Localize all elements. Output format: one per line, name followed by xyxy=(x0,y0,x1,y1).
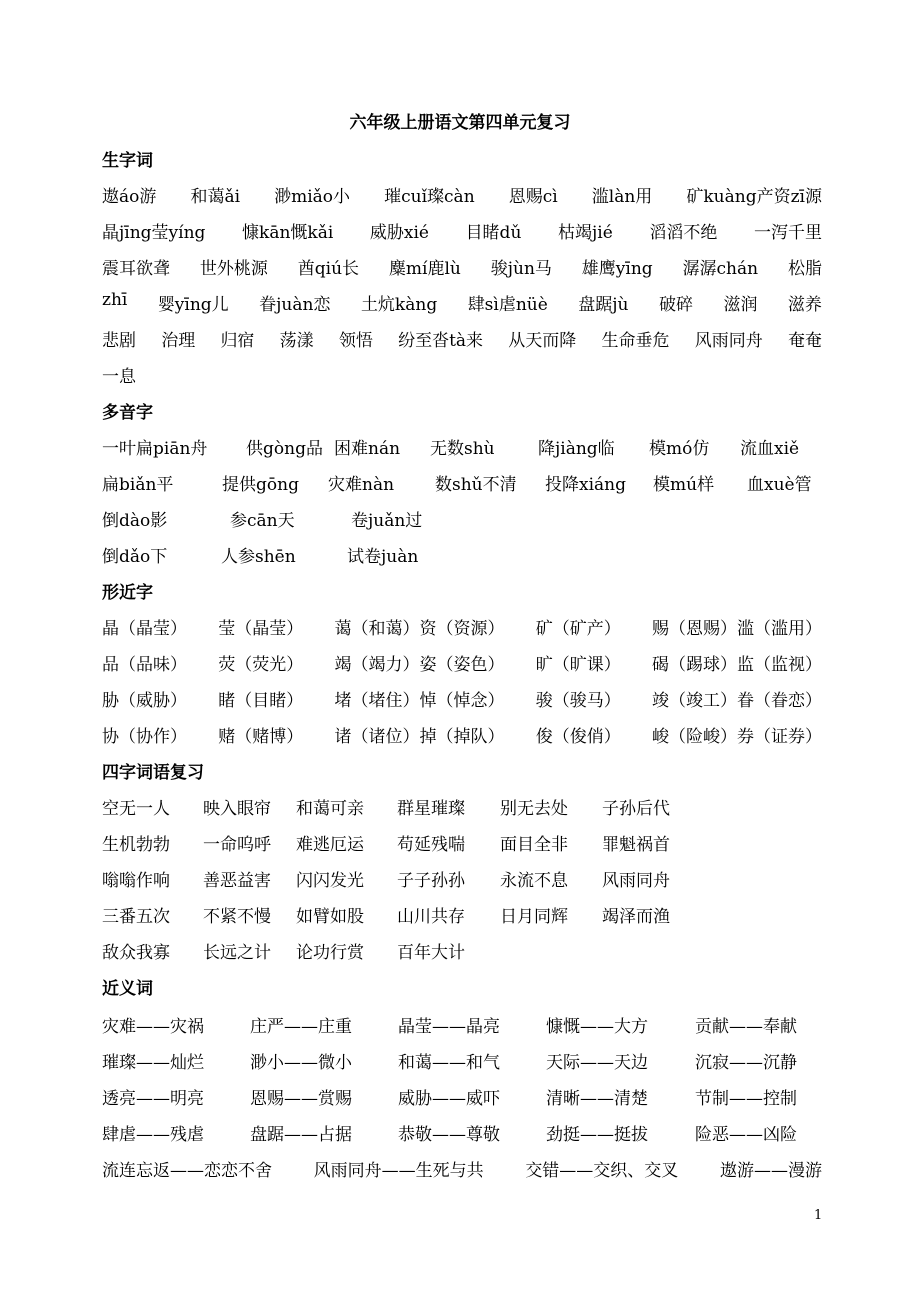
polyphone-word: 降jiàng临 xyxy=(538,439,615,459)
idiom: 长远之计 xyxy=(203,943,271,963)
polyphone-word: 数shǔ不清 xyxy=(435,475,517,495)
vocab-word: 破碎 xyxy=(658,295,693,315)
synonym-pair: 节制——控制 xyxy=(695,1089,797,1109)
vocab-word: 土炕kàng xyxy=(360,295,438,315)
synonym-pair: 灾难——灾祸 xyxy=(102,1017,204,1037)
idiom: 子孙后代 xyxy=(602,799,670,819)
section-heading-jinyici: 近义词 xyxy=(102,979,153,999)
synonym-pair: 清晰——清楚 xyxy=(546,1089,648,1109)
polyphone-word: 无数shù xyxy=(430,439,495,459)
idiom: 如臂如股 xyxy=(296,907,364,927)
synonym-pair: 晶莹——晶亮 xyxy=(398,1017,500,1037)
synonym-pair: 风雨同舟——生死与共 xyxy=(313,1161,484,1181)
polyphone-word: 投降xiáng xyxy=(545,475,626,495)
similar-char-line xyxy=(102,686,822,711)
vocab-word: 滔滔不绝 xyxy=(649,223,718,243)
polyphone-word: 模mó仿 xyxy=(649,439,710,459)
similar-char-line xyxy=(102,722,822,747)
idiom: 百年大计 xyxy=(397,943,465,963)
vocab-word: 恩赐cì xyxy=(508,187,558,207)
idiom: 敌众我寡 xyxy=(102,943,170,963)
vocab-word: 奄奄 xyxy=(787,331,822,351)
vocab-word: 滋养 xyxy=(787,295,822,315)
vocab-line xyxy=(102,182,822,207)
synonym-pair: 渺小——微小 xyxy=(250,1053,352,1073)
idiom: 生机勃勃 xyxy=(102,835,170,855)
vocab-word: 和蔼ǎi xyxy=(190,187,241,207)
similar-char-item: 旷（旷课） xyxy=(535,655,621,675)
vocab-word: zhī xyxy=(102,290,128,310)
synonym-pair: 险恶——凶险 xyxy=(695,1125,797,1145)
vocab-word: 肆sì虐nüè xyxy=(467,295,548,315)
idiom: 一命呜呼 xyxy=(203,835,271,855)
idiom: 面目全非 xyxy=(500,835,568,855)
polyphone-word: 血xuè管 xyxy=(747,475,812,495)
similar-char-item: 竣（竣工）眷（眷恋） xyxy=(652,691,822,711)
synonym-pair: 沉寂——沉静 xyxy=(695,1053,797,1073)
polyphone-word: 扁biǎn平 xyxy=(102,475,174,495)
idiom: 难逃厄运 xyxy=(296,835,364,855)
polyphone-word: 卷juǎn过 xyxy=(351,511,423,531)
synonym-pair: 庄严——庄重 xyxy=(250,1017,352,1037)
similar-char-item: 莹（晶莹） xyxy=(218,619,304,639)
idiom: 群星璀璨 xyxy=(397,799,465,819)
vocab-word: 滥làn用 xyxy=(591,187,653,207)
similar-char-item: 竭（竭力）姿（姿色） xyxy=(334,655,505,675)
vocab-word: 雄鹰yīng xyxy=(581,259,653,279)
similar-char-item: 睹（目睹） xyxy=(218,691,304,711)
vocab-line xyxy=(102,290,822,315)
vocab-word: 荡漾 xyxy=(279,331,314,351)
synonym-pair: 遨游——漫游 xyxy=(719,1161,822,1181)
vocab-word: 一息 xyxy=(102,367,136,387)
vocab-word: 松脂 xyxy=(787,259,822,279)
idiom: 永流不息 xyxy=(500,871,568,891)
vocab-word: 盘踞jù xyxy=(578,295,629,315)
vocab-word: 璀cuǐ璨càn xyxy=(384,187,475,207)
vocab-word: 生命垂危 xyxy=(601,331,670,351)
similar-char-item: 矿（矿产） xyxy=(535,619,621,639)
vocab-word: 麋mí鹿lù xyxy=(388,259,461,279)
polyphone-word: 一叶扁piān舟 xyxy=(102,439,208,459)
vocab-word: 眷juàn恋 xyxy=(259,295,331,315)
vocab-word: 震耳欲聋 xyxy=(102,259,170,279)
similar-char-item: 荧（荧光） xyxy=(218,655,304,675)
vocab-word: 潺潺chán xyxy=(682,259,759,279)
similar-char-item: 诸（诸位）掉（掉队） xyxy=(334,727,505,747)
idiom: 和蔼可亲 xyxy=(296,799,364,819)
synonym-pair: 劲挺——挺拔 xyxy=(546,1125,648,1145)
vocab-word: 纷至沓tà来 xyxy=(398,331,484,351)
idiom: 嗡嗡作响 xyxy=(102,871,170,891)
polyphone-word: 困难nán xyxy=(334,439,401,459)
similar-char-item: 品（品味） xyxy=(102,655,187,675)
similar-char-item: 蔼（和蔼）资（资源） xyxy=(334,619,505,639)
vocab-word: 一泻千里 xyxy=(753,223,822,243)
synonym-pair: 恩赐——赏赐 xyxy=(250,1089,352,1109)
similar-char-item: 峻（险峻）券（证券） xyxy=(652,727,822,747)
synonym-pair: 威胁——威吓 xyxy=(398,1089,500,1109)
vocab-line xyxy=(102,218,822,243)
synonym-pair: 天际——天边 xyxy=(546,1053,648,1073)
similar-char-item: 碣（踢球）监（监视） xyxy=(652,655,822,675)
polyphone-word: 倒dào影 xyxy=(102,511,168,531)
idiom: 三番五次 xyxy=(102,907,170,927)
idiom: 善恶益害 xyxy=(203,871,271,891)
synonym-pair: 和蔼——和气 xyxy=(398,1053,500,1073)
idiom: 不紧不慢 xyxy=(203,907,271,927)
polyphone-word: 模mú样 xyxy=(653,475,715,495)
page-number: 1 xyxy=(814,1208,823,1223)
vocab-word: 枯竭jié xyxy=(558,223,613,243)
similar-char-item: 赌（赌博） xyxy=(218,727,304,747)
similar-char-item: 俊（俊俏） xyxy=(535,727,621,747)
idiom: 空无一人 xyxy=(102,799,170,819)
polyphone-word: 灾难nàn xyxy=(328,475,395,495)
synonym-pair: 盘踞——占据 xyxy=(250,1125,352,1145)
polyphone-word: 人参shēn xyxy=(221,547,296,567)
synonym-pair: 璀璨——灿烂 xyxy=(102,1053,204,1073)
vocab-word: 慷kān慨kǎi xyxy=(242,223,334,243)
vocab-word: 矿kuàng产资zī源 xyxy=(686,187,822,207)
vocab-word: 目睹dǔ xyxy=(465,223,522,243)
idiom: 苟延残喘 xyxy=(397,835,465,855)
idiom: 日月同辉 xyxy=(500,907,568,927)
vocab-word: 婴yīng儿 xyxy=(157,295,229,315)
vocab-word: 风雨同舟 xyxy=(694,331,763,351)
vocab-word: 从天而降 xyxy=(508,331,577,351)
vocab-word: 遨áo游 xyxy=(102,187,157,207)
section-heading-shengzici: 生字词 xyxy=(102,151,153,171)
idiom: 竭泽而渔 xyxy=(602,907,670,927)
polyphone-word: 供gòng品 xyxy=(246,439,323,459)
similar-char-item: 骏（骏马） xyxy=(535,691,621,711)
vocab-word: 骏jùn马 xyxy=(490,259,552,279)
idiom: 闪闪发光 xyxy=(296,871,364,891)
vocab-word: 领悟 xyxy=(338,331,373,351)
section-heading-xingjinzi: 形近字 xyxy=(102,583,153,603)
vocab-line xyxy=(102,326,822,351)
section-heading-sizi: 四字词语复习 xyxy=(102,763,204,783)
synonym-pair: 贡献——奉献 xyxy=(695,1017,797,1037)
similar-char-item: 堵（堵住）悼（悼念） xyxy=(334,691,505,711)
vocab-word: 渺miǎo小 xyxy=(274,187,351,207)
polyphone-word: 参cān天 xyxy=(230,511,295,531)
polyphone-word: 提供gōng xyxy=(222,475,299,495)
vocab-word: 归宿 xyxy=(220,331,255,351)
idiom: 风雨同舟 xyxy=(602,871,670,891)
similar-char-item: 协（协作） xyxy=(102,727,187,747)
similar-char-item: 赐（恩赐）滥（滥用） xyxy=(652,619,822,639)
idiom: 子子孙孙 xyxy=(397,871,465,891)
vocab-word: 滋润 xyxy=(723,295,758,315)
polyphone-word: 流血xiě xyxy=(740,439,800,459)
similar-char-item: 胁（威胁） xyxy=(102,691,187,711)
vocab-line xyxy=(102,254,822,279)
vocab-word: 治理 xyxy=(161,331,196,351)
idiom: 山川共存 xyxy=(397,907,465,927)
synonym-line xyxy=(102,1156,822,1181)
vocab-word: 世外桃源 xyxy=(199,259,268,279)
synonym-pair: 慷慨——大方 xyxy=(546,1017,648,1037)
page-title: 六年级上册语文第四单元复习 xyxy=(349,113,571,133)
similar-char-item: 晶（晶莹） xyxy=(102,619,187,639)
similar-char-line xyxy=(102,614,822,639)
vocab-line xyxy=(102,362,822,387)
section-heading-duoyinzi: 多音字 xyxy=(102,403,153,423)
synonym-pair: 交错——交织、交叉 xyxy=(525,1161,679,1181)
polyphone-word: 试卷juàn xyxy=(347,547,419,567)
vocab-word: 悲剧 xyxy=(102,331,136,351)
idiom: 罪魁祸首 xyxy=(602,835,670,855)
vocab-word: 酋qiú长 xyxy=(297,259,360,279)
synonym-pair: 恭敬——尊敬 xyxy=(398,1125,500,1145)
synonym-pair: 流连忘返——恋恋不舍 xyxy=(102,1161,272,1181)
vocab-word: 威胁xié xyxy=(369,223,429,243)
vocab-word: 晶jīng莹yíng xyxy=(102,223,206,243)
synonym-pair: 肆虐——残虐 xyxy=(102,1125,204,1145)
idiom: 别无去处 xyxy=(500,799,568,819)
similar-char-line xyxy=(102,650,822,675)
synonym-pair: 透亮——明亮 xyxy=(102,1089,204,1109)
idiom: 论功行赏 xyxy=(296,943,364,963)
polyphone-word: 倒dǎo下 xyxy=(102,547,168,567)
idiom: 映入眼帘 xyxy=(203,799,271,819)
